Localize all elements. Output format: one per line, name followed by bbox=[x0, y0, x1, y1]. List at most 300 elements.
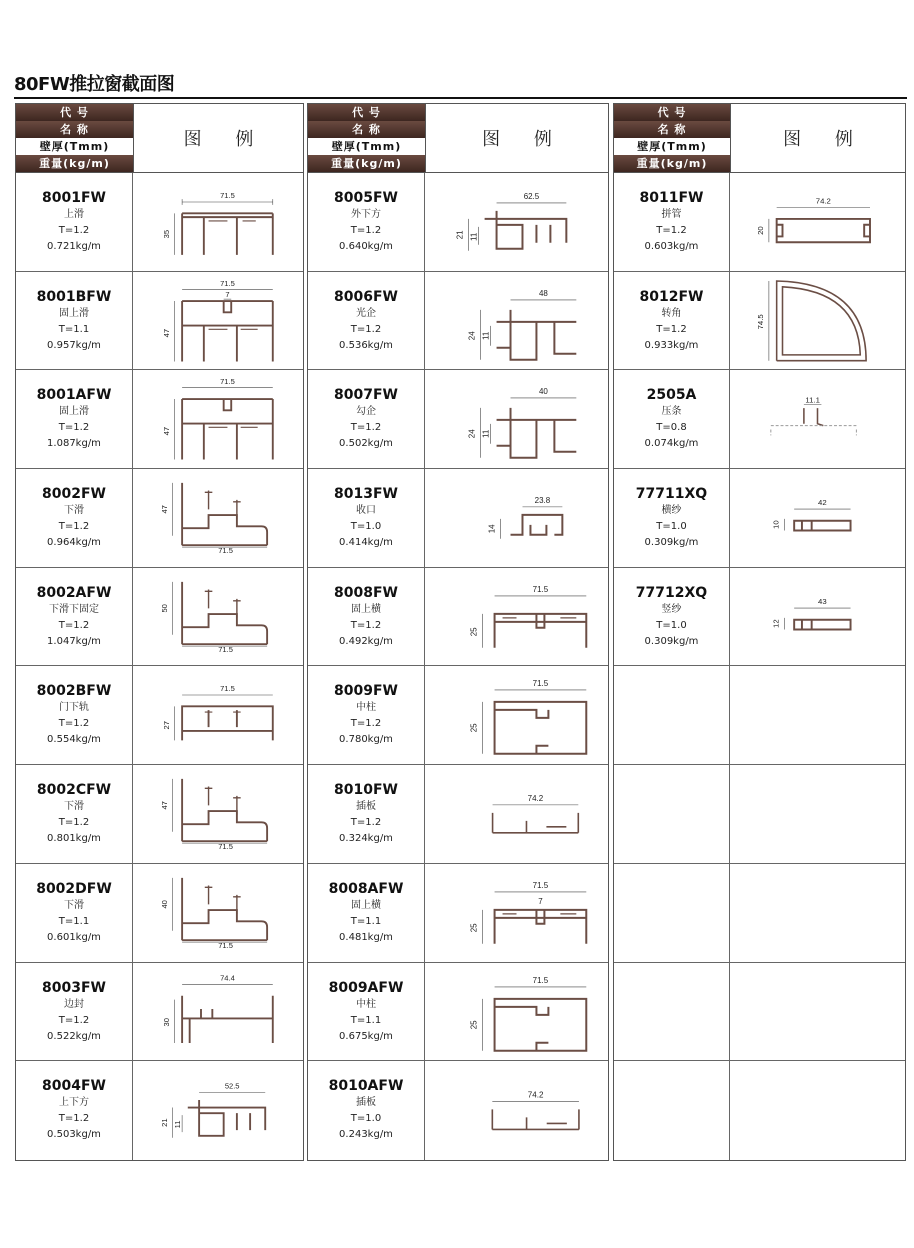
profile-weight: 0.481kg/m bbox=[339, 931, 393, 943]
dimension-label: 25 bbox=[469, 1019, 479, 1029]
header-figure: 图 例 bbox=[482, 129, 566, 150]
dimension-label: 48 bbox=[538, 288, 548, 298]
profile-name: 转角 bbox=[661, 307, 682, 319]
profile-section-svg bbox=[133, 1061, 303, 1160]
profile-name: 下滑 bbox=[64, 505, 84, 517]
profile-thickness: T=1.1 bbox=[58, 323, 90, 335]
profile-drawing bbox=[425, 568, 608, 666]
profile-row bbox=[308, 469, 608, 568]
dimension-label: 43 bbox=[818, 596, 827, 606]
profile-code: 8002FW bbox=[42, 486, 106, 503]
profile-row bbox=[16, 864, 303, 963]
profile-drawing bbox=[133, 272, 303, 370]
table-header bbox=[16, 104, 303, 173]
profile-name: 下滑下固定 bbox=[49, 603, 99, 615]
profile-name: 下滑 bbox=[64, 801, 84, 813]
profile-outline bbox=[777, 281, 866, 361]
profile-thickness: T=1.2 bbox=[58, 718, 90, 730]
profile-code: 2505A bbox=[646, 387, 697, 404]
profile-info bbox=[614, 469, 730, 567]
dimension-label: 71.5 bbox=[532, 679, 549, 689]
profile-drawing bbox=[730, 666, 905, 764]
profile-row bbox=[614, 173, 905, 272]
dimension-label: 14 bbox=[487, 524, 497, 534]
header-label-column bbox=[614, 104, 731, 172]
dimension-label: 24 bbox=[467, 429, 477, 439]
profile-thickness: T=1.2 bbox=[350, 718, 382, 730]
dimension-label: 71.5 bbox=[218, 940, 233, 950]
profile-section-svg bbox=[133, 568, 303, 666]
profile-info bbox=[614, 1061, 730, 1160]
dimension-label: 24 bbox=[467, 331, 477, 340]
profile-code: 8002DFW bbox=[36, 880, 112, 897]
dimension-label: 20 bbox=[756, 226, 766, 235]
profile-info bbox=[16, 864, 133, 962]
dimension-label: 71.5 bbox=[220, 191, 235, 201]
profile-code: 8001FW bbox=[42, 190, 106, 206]
profile-outline bbox=[794, 620, 850, 630]
profile-table-3 bbox=[613, 103, 906, 1161]
profile-outline bbox=[182, 878, 267, 940]
header-thickness: 壁厚(Tmm) bbox=[16, 138, 133, 155]
header-thickness: 壁厚(Tmm) bbox=[614, 138, 730, 155]
profile-row bbox=[614, 666, 905, 765]
profile-name: 上下方 bbox=[59, 1097, 89, 1109]
profile-thickness: T=1.0 bbox=[350, 1113, 382, 1125]
header-figure: 图 例 bbox=[783, 129, 867, 150]
dimension-label: 35 bbox=[161, 229, 171, 239]
profile-drawing bbox=[730, 173, 905, 271]
dimension-label: 12 bbox=[771, 619, 781, 628]
dimension-label: 21 bbox=[455, 230, 465, 240]
profile-outline bbox=[495, 998, 587, 1050]
profile-outline bbox=[182, 779, 267, 841]
profile-info bbox=[16, 666, 133, 764]
profile-section-svg bbox=[133, 963, 303, 1061]
profile-row bbox=[614, 765, 905, 864]
profile-thickness: T=1.1 bbox=[350, 915, 382, 927]
dimension-label: 74.4 bbox=[220, 973, 235, 983]
profile-outline bbox=[511, 515, 563, 535]
profile-row bbox=[16, 1061, 303, 1160]
profile-thickness: T=1.1 bbox=[58, 915, 90, 927]
dimension-label: 11 bbox=[173, 1120, 183, 1129]
profile-thickness: T=1.0 bbox=[656, 619, 687, 631]
profile-outline bbox=[794, 521, 850, 531]
dimension-label: 42 bbox=[818, 498, 827, 508]
profile-name: 固上横 bbox=[351, 899, 381, 911]
profile-outline bbox=[182, 707, 273, 741]
profile-drawing bbox=[133, 765, 303, 863]
profile-drawing bbox=[425, 864, 608, 962]
profile-outline bbox=[493, 813, 579, 833]
table-header bbox=[614, 104, 905, 173]
dimension-label: 71.5 bbox=[218, 644, 233, 654]
profile-info bbox=[614, 963, 730, 1061]
profile-code: 8009AFW bbox=[328, 979, 404, 996]
profile-outline bbox=[804, 409, 823, 427]
profile-info bbox=[308, 469, 425, 567]
profile-row bbox=[16, 568, 303, 667]
profile-weight: 0.309kg/m bbox=[644, 635, 699, 647]
profile-weight: 0.964kg/m bbox=[47, 537, 101, 549]
dimension-label: 30 bbox=[161, 1017, 171, 1026]
profile-name: 竖纱 bbox=[661, 603, 682, 615]
profile-row bbox=[16, 370, 303, 469]
profile-outline bbox=[182, 995, 273, 1042]
profile-section-svg bbox=[425, 272, 608, 370]
profile-thickness: T=1.2 bbox=[350, 817, 382, 829]
profile-weight: 0.502kg/m bbox=[339, 438, 393, 450]
profile-section-svg bbox=[133, 469, 303, 567]
header-name: 名 称 bbox=[614, 121, 730, 138]
profile-section-svg bbox=[425, 864, 608, 962]
profile-row bbox=[16, 765, 303, 864]
profile-section-svg bbox=[133, 765, 303, 863]
profile-drawing bbox=[730, 272, 905, 370]
profile-code: 77711XQ bbox=[635, 486, 708, 503]
profile-weight: 1.087kg/m bbox=[47, 438, 101, 450]
profile-drawing bbox=[425, 1061, 608, 1160]
profile-row bbox=[16, 173, 303, 272]
profile-code: 77712XQ bbox=[635, 584, 708, 601]
profile-name: 下滑 bbox=[64, 899, 84, 911]
profile-info bbox=[16, 568, 133, 666]
profile-section-svg bbox=[730, 173, 905, 271]
profile-weight: 0.492kg/m bbox=[339, 635, 393, 647]
profile-section-svg bbox=[425, 568, 608, 666]
profile-outline bbox=[495, 614, 587, 648]
dimension-label: 62.5 bbox=[523, 191, 540, 201]
profile-info bbox=[308, 666, 425, 764]
dimension-label: 47 bbox=[161, 427, 171, 436]
dimension-label: 71.5 bbox=[220, 377, 235, 387]
profile-weight: 0.522kg/m bbox=[47, 1030, 101, 1042]
profile-drawing bbox=[133, 963, 303, 1061]
profile-thickness: T=0.8 bbox=[656, 422, 687, 434]
profile-row bbox=[16, 666, 303, 765]
dimension-label: 10 bbox=[771, 520, 781, 530]
profile-weight: 0.601kg/m bbox=[47, 931, 101, 943]
dimension-label: 7 bbox=[225, 289, 230, 299]
profile-section-svg bbox=[133, 666, 303, 764]
profile-section-svg bbox=[730, 272, 905, 370]
profile-outline bbox=[492, 1110, 579, 1130]
profile-thickness: T=1.2 bbox=[58, 225, 90, 236]
profile-weight: 0.675kg/m bbox=[339, 1030, 393, 1042]
profile-weight: 0.074kg/m bbox=[644, 438, 699, 450]
profile-row bbox=[614, 568, 905, 667]
profile-code: 8008FW bbox=[334, 584, 398, 601]
profile-thickness: T=1.2 bbox=[58, 1113, 90, 1125]
profile-thickness: T=1.2 bbox=[58, 619, 90, 631]
profile-info bbox=[614, 864, 730, 962]
header-weight: 重量(kg/m) bbox=[614, 155, 730, 172]
profile-row bbox=[614, 469, 905, 568]
profile-row bbox=[16, 272, 303, 371]
profile-drawing bbox=[425, 272, 608, 370]
profile-info bbox=[308, 765, 425, 863]
profile-thickness: T=1.2 bbox=[58, 422, 90, 434]
profile-code: 8011FW bbox=[639, 190, 704, 206]
profile-drawing bbox=[730, 765, 905, 863]
profile-weight: 0.503kg/m bbox=[47, 1129, 101, 1141]
profile-drawing bbox=[425, 765, 608, 863]
profile-info bbox=[16, 173, 133, 271]
header-thickness: 壁厚(Tmm) bbox=[308, 138, 425, 155]
dimension-label: 71.5 bbox=[532, 584, 549, 594]
profile-row bbox=[614, 370, 905, 469]
profile-info bbox=[308, 173, 425, 271]
profile-section-svg bbox=[730, 469, 905, 567]
profile-outline bbox=[182, 483, 267, 545]
profile-code: 8007FW bbox=[334, 387, 398, 404]
profile-drawing bbox=[730, 1061, 905, 1160]
profile-row bbox=[308, 1061, 608, 1160]
profile-section-svg bbox=[133, 370, 303, 468]
dimension-label: 47 bbox=[160, 801, 169, 810]
profile-code: 8003FW bbox=[42, 979, 106, 996]
profile-weight: 0.780kg/m bbox=[339, 734, 393, 746]
dimension-label: 25 bbox=[469, 723, 479, 733]
dimension-label: 71.5 bbox=[220, 278, 235, 288]
profile-outline bbox=[188, 1100, 265, 1136]
profile-thickness: T=1.1 bbox=[350, 1014, 382, 1026]
profile-row bbox=[308, 272, 608, 371]
profile-table-2 bbox=[307, 103, 609, 1161]
profile-section-svg bbox=[425, 370, 608, 468]
profile-drawing bbox=[425, 469, 608, 567]
profile-drawing bbox=[133, 370, 303, 468]
profile-name: 勾企 bbox=[356, 406, 376, 418]
profile-code: 8006FW bbox=[334, 288, 398, 305]
profile-outline bbox=[182, 582, 267, 644]
profile-weight: 0.414kg/m bbox=[339, 537, 393, 549]
profile-thickness: T=1.2 bbox=[58, 817, 90, 829]
profile-section-svg bbox=[425, 173, 608, 271]
profile-drawing bbox=[730, 370, 905, 468]
profile-row bbox=[614, 864, 905, 963]
profile-thickness: T=1.2 bbox=[58, 521, 90, 533]
profile-outline bbox=[182, 399, 273, 459]
profile-weight: 0.309kg/m bbox=[644, 537, 699, 549]
profile-info bbox=[614, 272, 730, 370]
dimension-label: 71.5 bbox=[220, 684, 235, 694]
profile-section-svg bbox=[730, 568, 905, 666]
profile-thickness: T=1.2 bbox=[350, 619, 382, 631]
profile-drawing bbox=[133, 1061, 303, 1160]
dimension-label: 74.2 bbox=[527, 1090, 544, 1100]
profile-outline bbox=[485, 211, 567, 249]
profile-section-svg bbox=[730, 370, 905, 468]
dimension-label: 71.5 bbox=[218, 545, 233, 555]
dimension-label: 74.5 bbox=[756, 313, 766, 330]
profile-row bbox=[614, 963, 905, 1062]
profile-code: 8010FW bbox=[334, 782, 398, 799]
profile-info bbox=[16, 765, 133, 863]
profile-section-svg bbox=[425, 666, 608, 764]
profile-drawing bbox=[425, 963, 608, 1061]
profile-section-svg bbox=[133, 173, 303, 271]
dimension-label: 71.5 bbox=[532, 975, 549, 985]
profile-drawing bbox=[133, 864, 303, 962]
dimension-label: 23.8 bbox=[534, 495, 551, 505]
profile-name: 上滑 bbox=[64, 209, 84, 220]
profile-code: 8008AFW bbox=[328, 880, 404, 897]
profile-drawing bbox=[730, 864, 905, 962]
profile-weight: 0.801kg/m bbox=[47, 833, 101, 845]
profile-drawing bbox=[133, 568, 303, 666]
profile-drawing bbox=[730, 469, 905, 567]
profile-drawing bbox=[730, 568, 905, 666]
profile-name: 插板 bbox=[356, 801, 376, 813]
profile-weight: 0.324kg/m bbox=[339, 833, 393, 845]
profile-row bbox=[614, 1061, 905, 1160]
profile-row bbox=[308, 765, 608, 864]
header-label-column bbox=[308, 104, 426, 172]
dimension-label: 27 bbox=[161, 721, 171, 730]
dimension-label: 11 bbox=[481, 430, 491, 439]
profile-outline bbox=[777, 219, 870, 242]
profile-weight: 0.536kg/m bbox=[339, 339, 393, 351]
profile-weight: 0.721kg/m bbox=[47, 241, 101, 252]
profile-row bbox=[308, 173, 608, 272]
dimension-label: 74.2 bbox=[527, 794, 544, 804]
profile-name: 插板 bbox=[356, 1097, 376, 1109]
profile-outline bbox=[497, 310, 577, 360]
dimension-label: 47 bbox=[161, 328, 171, 338]
profile-code: 8001AFW bbox=[36, 387, 112, 404]
dimension-label: 11 bbox=[469, 232, 479, 241]
dimension-label: 52.5 bbox=[224, 1081, 240, 1091]
profile-weight: 0.957kg/m bbox=[47, 339, 101, 351]
profile-name: 拼管 bbox=[661, 209, 682, 220]
header-weight: 重量(kg/m) bbox=[308, 155, 425, 172]
profile-info bbox=[614, 666, 730, 764]
profile-row bbox=[614, 272, 905, 371]
profile-weight: 0.554kg/m bbox=[47, 734, 101, 746]
profile-table-1 bbox=[15, 103, 304, 1161]
header-label-column bbox=[16, 104, 134, 172]
profile-row bbox=[308, 568, 608, 667]
profile-thickness: T=1.2 bbox=[656, 323, 687, 335]
reference-line bbox=[771, 426, 857, 436]
profile-code: 8002BFW bbox=[36, 683, 112, 700]
profile-code: 8001BFW bbox=[36, 288, 112, 305]
profile-weight: 0.933kg/m bbox=[644, 339, 699, 351]
profile-info bbox=[16, 272, 133, 370]
profile-thickness: T=1.2 bbox=[656, 225, 687, 236]
profile-code: 8002AFW bbox=[36, 584, 112, 601]
profile-section-svg bbox=[425, 765, 608, 863]
dimension-label: 25 bbox=[469, 923, 479, 933]
profile-outline bbox=[182, 301, 273, 361]
profile-thickness: T=1.2 bbox=[350, 323, 382, 335]
dimension-label: 74.2 bbox=[815, 196, 831, 206]
profile-code: 8013FW bbox=[334, 486, 398, 503]
header-code: 代 号 bbox=[16, 104, 133, 121]
profile-drawing bbox=[133, 469, 303, 567]
dimension-label: 71.5 bbox=[218, 841, 233, 851]
profile-name: 固上横 bbox=[351, 603, 381, 615]
profile-outline bbox=[495, 702, 587, 754]
profile-name: 压条 bbox=[661, 406, 682, 418]
profile-section-svg bbox=[133, 864, 303, 962]
profile-name: 外下方 bbox=[351, 209, 381, 220]
profile-info bbox=[16, 370, 133, 468]
profile-name: 中柱 bbox=[356, 702, 376, 714]
profile-drawing bbox=[425, 173, 608, 271]
profile-row bbox=[308, 370, 608, 469]
dimension-label: 11.1 bbox=[805, 395, 820, 405]
profile-drawing bbox=[133, 173, 303, 271]
profile-name: 中柱 bbox=[356, 998, 376, 1010]
dimension-label: 25 bbox=[469, 627, 479, 636]
profile-code: 8004FW bbox=[42, 1078, 106, 1095]
dimension-label: 11 bbox=[481, 331, 491, 340]
dimension-label: 40 bbox=[538, 387, 548, 397]
dimension-label: 21 bbox=[160, 1118, 169, 1128]
profile-info bbox=[308, 370, 425, 468]
header-figure: 图 例 bbox=[183, 129, 268, 150]
profile-code: 8012FW bbox=[639, 288, 704, 305]
profile-info bbox=[16, 469, 133, 567]
profile-code: 8010AFW bbox=[328, 1078, 404, 1095]
profile-drawing bbox=[425, 666, 608, 764]
profile-info bbox=[614, 568, 730, 666]
profile-section-svg bbox=[133, 272, 303, 370]
profile-name: 门下轨 bbox=[59, 702, 89, 714]
header-weight: 重量(kg/m) bbox=[16, 155, 133, 172]
profile-info bbox=[308, 568, 425, 666]
profile-drawing bbox=[133, 666, 303, 764]
profile-outline bbox=[495, 910, 587, 944]
profile-info bbox=[16, 1061, 133, 1160]
profile-thickness: T=1.0 bbox=[350, 521, 382, 533]
profile-weight: 0.243kg/m bbox=[339, 1129, 393, 1141]
dimension-label: 50 bbox=[160, 603, 169, 613]
profile-info bbox=[614, 370, 730, 468]
dimension-label: 71.5 bbox=[532, 880, 549, 890]
header-name: 名 称 bbox=[16, 121, 133, 138]
dimension-label: 47 bbox=[160, 505, 169, 514]
profile-info bbox=[308, 1061, 425, 1160]
profile-thickness: T=1.2 bbox=[58, 1014, 90, 1026]
profile-name: 边封 bbox=[64, 998, 84, 1010]
header-name: 名 称 bbox=[308, 121, 425, 138]
profile-name: 固上滑 bbox=[59, 307, 89, 319]
profile-info bbox=[614, 173, 730, 271]
profile-thickness: T=1.2 bbox=[350, 422, 382, 434]
profile-weight: 1.047kg/m bbox=[47, 635, 101, 647]
profile-row bbox=[308, 963, 608, 1062]
profile-row bbox=[16, 963, 303, 1062]
page-title: 80FW推拉窗截面图 bbox=[14, 74, 175, 95]
profile-name: 固上滑 bbox=[59, 406, 89, 418]
profile-row bbox=[308, 864, 608, 963]
profile-outline bbox=[182, 213, 273, 255]
profile-outline bbox=[497, 408, 577, 458]
profile-info bbox=[614, 765, 730, 863]
profile-row bbox=[308, 666, 608, 765]
header-code: 代 号 bbox=[308, 104, 425, 121]
profile-thickness: T=1.2 bbox=[350, 225, 382, 236]
profile-info bbox=[308, 272, 425, 370]
profile-name: 横纱 bbox=[661, 505, 682, 517]
table-header bbox=[308, 104, 608, 173]
profile-weight: 0.640kg/m bbox=[339, 241, 393, 252]
profile-row bbox=[16, 469, 303, 568]
